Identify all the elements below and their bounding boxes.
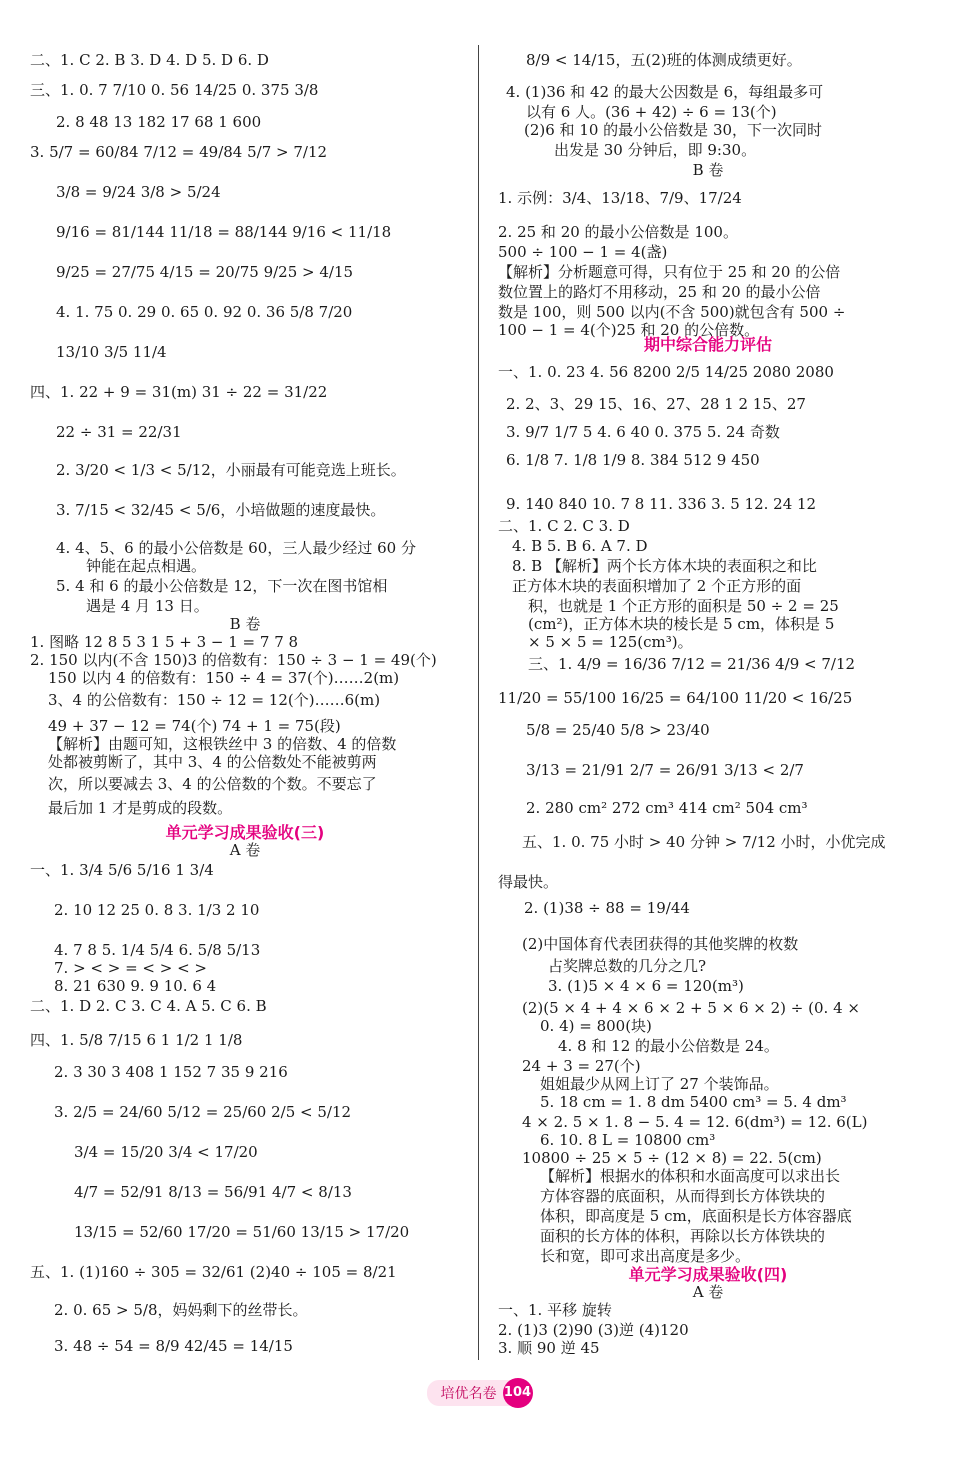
left-line-9: 四、1. 22 + 9 = 31(m) 31 ÷ 22 = 31/22 bbox=[30, 383, 328, 401]
right-line-26: 三、1. 4/9 = 16/36 7/12 = 21/36 4/9 < 7/12 bbox=[528, 655, 856, 673]
left-line-22: 49 + 37 − 12 = 74(个) 74 + 1 = 75(段) bbox=[48, 717, 341, 735]
right-line-2: 以有 6 人。(36 + 42) ÷ 6 = 13(个) bbox=[526, 103, 777, 121]
right-line-0: 8/9 < 14/15，五(2)班的体测成绩更好。 bbox=[526, 51, 802, 69]
left-line-14: 钟能在起点相遇。 bbox=[86, 557, 207, 575]
left-line-33: 8. 21 630 9. 9 10. 6 4 bbox=[54, 977, 217, 995]
right-line-45: 10800 ÷ 25 × 5 ÷ (12 × 8) = 22. 5(cm) bbox=[522, 1149, 822, 1167]
right-line-48: 体积，即高度是 5 cm，底面积是长方体容器底 bbox=[540, 1207, 852, 1225]
left-line-26: 最后加 1 才是剪成的段数。 bbox=[48, 799, 233, 817]
right-line-34: (2)中国体育代表团获得的其他奖牌的枚数 bbox=[522, 935, 799, 953]
right-line-29: 3/13 = 21/91 2/7 = 26/91 3/13 < 2/7 bbox=[526, 761, 804, 779]
left-line-30: 2. 10 12 25 0. 8 3. 1/3 2 10 bbox=[54, 901, 260, 919]
right-line-10: 数位置上的路灯不用移动，25 和 20 的最小公倍 bbox=[498, 283, 821, 301]
left-line-12: 3. 7/15 < 32/45 < 5/6，小培做题的速度最快。 bbox=[56, 501, 386, 519]
right-line-33: 2. (1)38 ÷ 88 = 19/44 bbox=[524, 899, 690, 917]
right-line-25: × 5 × 5 = 125(cm³)。 bbox=[528, 633, 693, 651]
right-line-18: 9. 140 840 10. 7 8 11. 336 3. 5 12. 24 12 bbox=[506, 495, 817, 513]
right-line-6: 1. 示例：3/4、13/18、7/9、17/24 bbox=[498, 189, 742, 207]
right-line-54: 2. (1)3 (2)90 (3)逆 (4)120 bbox=[498, 1321, 689, 1339]
right-line-13: 期中综合能力评估 bbox=[643, 335, 772, 354]
left-line-23: 【解析】由题可知，这根铁丝中 3 的倍数、4 的倍数 bbox=[48, 735, 397, 753]
right-line-47: 方体容器的底面积，从而得到长方体铁块的 bbox=[540, 1187, 826, 1205]
right-line-50: 长和宽，即可求出高度是多少。 bbox=[540, 1247, 751, 1265]
right-line-37: (2)(5 × 4 + 4 × 6 × 2 + 5 × 6 × 2) ÷ (0. 4 × bbox=[522, 999, 860, 1017]
left-line-43: 3. 48 ÷ 54 = 8/9 42/45 = 14/15 bbox=[54, 1337, 293, 1355]
right-line-7: 2. 25 和 20 的最小公倍数是 100。 bbox=[498, 223, 738, 241]
left-line-41: 五、1. (1)160 ÷ 305 = 32/61 (2)40 ÷ 105 = 8/21 bbox=[30, 1263, 397, 1281]
right-line-24: (cm²)，正方体木块的棱长是 5 cm，体积是 5 bbox=[528, 615, 835, 633]
left-line-27: 单元学习成果验收(三) bbox=[165, 823, 325, 842]
right-line-46: 【解析】根据水的体积和水面高度可以求出长 bbox=[540, 1167, 841, 1185]
right-line-14: 一、1. 0. 23 4. 56 8200 2/5 14/25 2080 2080 bbox=[498, 363, 834, 381]
right-line-36: 3. (1)5 × 4 × 6 = 120(m³) bbox=[548, 977, 744, 995]
page-number: 104 bbox=[503, 1378, 533, 1408]
right-line-16: 3. 9/7 1/7 5 4. 6 40 0. 375 5. 24 奇数 bbox=[506, 423, 780, 441]
right-line-9: 【解析】分析题意可得，只有位于 25 和 20 的公倍 bbox=[498, 263, 841, 281]
right-line-55: 3. 顺 90 逆 45 bbox=[498, 1339, 600, 1357]
left-line-10: 22 ÷ 31 = 22/31 bbox=[56, 423, 182, 441]
left-line-3: 3. 5/7 = 60/84 7/12 = 49/84 5/7 > 7/12 bbox=[30, 143, 328, 161]
right-line-44: 6. 10. 8 L = 10800 cm³ bbox=[540, 1131, 716, 1149]
left-line-39: 4/7 = 52/91 8/13 = 56/91 4/7 < 8/13 bbox=[74, 1183, 352, 1201]
left-line-1: 三、1. 0. 7 7/10 0. 56 14/25 0. 375 3/8 bbox=[30, 81, 319, 99]
brand-label: 培优名卷 bbox=[427, 1380, 527, 1406]
right-line-53: 一、1. 平移 旋转 bbox=[498, 1301, 612, 1319]
left-line-7: 4. 1. 75 0. 29 0. 65 0. 92 0. 36 5/8 7/20 bbox=[56, 303, 353, 321]
left-line-19: 2. 150 以内(不含 150)3 的倍数有：150 ÷ 3 − 1 = 49(个) bbox=[30, 651, 437, 669]
right-line-51: 单元学习成果验收(四) bbox=[628, 1265, 788, 1284]
left-line-35: 四、1. 5/8 7/15 6 1 1/2 1 1/8 bbox=[30, 1031, 243, 1049]
left-line-28: A 卷 bbox=[229, 841, 261, 859]
left-line-21: 3、4 的公倍数有：150 ÷ 12 = 12(个)……6(m) bbox=[48, 691, 381, 709]
left-line-32: 7. > < > = < > < > bbox=[54, 959, 208, 977]
left-line-29: 一、1. 3/4 5/6 5/16 1 3/4 bbox=[30, 861, 214, 879]
right-line-41: 姐姐最少从网上订了 27 个装饰品。 bbox=[540, 1075, 779, 1093]
left-line-13: 4. 4、5、6 的最小公倍数是 60，三人最少经过 60 分 bbox=[56, 539, 416, 557]
left-line-8: 13/10 3/5 11/4 bbox=[56, 343, 167, 361]
left-line-17: B 卷 bbox=[229, 615, 261, 633]
right-line-19: 二、1. C 2. C 3. D bbox=[498, 517, 630, 535]
right-line-42: 5. 18 cm = 1. 8 dm 5400 cm³ = 5. 4 dm³ bbox=[540, 1093, 847, 1111]
right-line-23: 积，也就是 1 个正方形的面积是 50 ÷ 2 = 25 bbox=[528, 597, 839, 615]
left-line-38: 3/4 = 15/20 3/4 < 17/20 bbox=[74, 1143, 258, 1161]
right-line-38: 0. 4) = 800(块) bbox=[540, 1017, 652, 1035]
left-line-34: 二、1. D 2. C 3. C 4. A 5. C 6. B bbox=[30, 997, 267, 1015]
left-line-6: 9/25 = 27/75 4/15 = 20/75 9/25 > 4/15 bbox=[56, 263, 354, 281]
left-line-24: 处都被剪断了，其中 3、4 的公倍数处不能被剪两 bbox=[48, 753, 377, 771]
right-line-32: 得最快。 bbox=[498, 873, 559, 891]
left-line-0: 二、1. C 2. B 3. D 4. D 5. D 6. D bbox=[30, 51, 269, 69]
right-line-52: A 卷 bbox=[692, 1283, 724, 1301]
left-line-15: 5. 4 和 6 的最小公倍数是 12，下一次在图书馆相 bbox=[56, 577, 388, 595]
right-line-4: 出发是 30 分钟后，即 9:30。 bbox=[554, 141, 757, 159]
right-line-1: 4. (1)36 和 42 的最大公因数是 6，每组最多可 bbox=[506, 83, 824, 101]
right-line-11: 数是 100，则 500 以内(不含 500)就包含有 500 ÷ bbox=[498, 303, 846, 321]
left-line-20: 150 以内 4 的倍数有：150 ÷ 4 = 37(个)……2(m) bbox=[48, 669, 400, 687]
right-line-17: 6. 1/8 7. 1/8 1/9 8. 384 512 9 450 bbox=[506, 451, 760, 469]
left-line-42: 2. 0. 65 > 5/8，妈妈剩下的丝带长。 bbox=[54, 1301, 308, 1319]
left-line-2: 2. 8 48 13 182 17 68 1 600 bbox=[56, 113, 262, 131]
left-line-5: 9/16 = 81/144 11/18 = 88/144 9/16 < 11/18 bbox=[56, 223, 392, 241]
right-line-20: 4. B 5. B 6. A 7. D bbox=[512, 537, 648, 555]
right-line-15: 2. 2、3、29 15、16、27、28 1 2 15、27 bbox=[506, 395, 806, 413]
right-line-30: 2. 280 cm² 272 cm³ 414 cm² 504 cm³ bbox=[526, 799, 808, 817]
left-line-4: 3/8 = 9/24 3/8 > 5/24 bbox=[56, 183, 221, 201]
left-line-11: 2. 3/20 < 1/3 < 5/12，小丽最有可能竞选上班长。 bbox=[56, 461, 406, 479]
page-footer bbox=[0, 1378, 959, 1408]
left-line-16: 遇是 4 月 13 日。 bbox=[86, 597, 209, 615]
right-line-22: 正方体木块的表面积增加了 2 个正方形的面 bbox=[512, 577, 802, 595]
right-line-28: 5/8 = 25/40 5/8 > 23/40 bbox=[526, 721, 710, 739]
left-line-40: 13/15 = 52/60 17/20 = 51/60 13/15 > 17/20 bbox=[74, 1223, 410, 1241]
left-line-18: 1. 图略 12 8 5 3 1 5 + 3 − 1 = 7 7 8 bbox=[30, 633, 299, 651]
left-line-37: 3. 2/5 = 24/60 5/12 = 25/60 2/5 < 5/12 bbox=[54, 1103, 352, 1121]
right-line-8: 500 ÷ 100 − 1 = 4(盏) bbox=[498, 243, 668, 261]
right-line-3: (2)6 和 10 的最小公倍数是 30，下一次同时 bbox=[524, 121, 823, 139]
right-line-12: 100 − 1 = 4(个)25 和 20 的公倍数。 bbox=[498, 321, 760, 339]
right-line-27: 11/20 = 55/100 16/25 = 64/100 11/20 < 16/25 bbox=[498, 689, 853, 707]
left-line-25: 次，所以要减去 3、4 的公倍数的个数。不要忘了 bbox=[48, 775, 377, 793]
right-line-49: 面积的长方体的体积，再除以长方体铁块的 bbox=[540, 1227, 826, 1245]
right-line-5: B 卷 bbox=[692, 161, 724, 179]
left-line-36: 2. 3 30 3 408 1 152 7 35 9 216 bbox=[54, 1063, 288, 1081]
right-line-40: 24 + 3 = 27(个) bbox=[522, 1057, 641, 1075]
column-divider bbox=[478, 45, 479, 1360]
right-line-39: 4. 8 和 12 的最小公倍数是 24。 bbox=[558, 1037, 779, 1055]
right-line-35: 占奖牌总数的几分之几? bbox=[548, 957, 707, 975]
right-line-43: 4 × 2. 5 × 1. 8 − 5. 4 = 12. 6(dm³) = 12. 6(L) bbox=[522, 1113, 868, 1131]
right-line-31: 五、1. 0. 75 小时 > 40 分钟 > 7/12 小时，小优完成 bbox=[522, 833, 886, 851]
right-line-21: 8. B 【解析】两个长方体木块的表面积之和比 bbox=[512, 557, 817, 575]
left-line-31: 4. 7 8 5. 1/4 5/4 6. 5/8 5/13 bbox=[54, 941, 261, 959]
